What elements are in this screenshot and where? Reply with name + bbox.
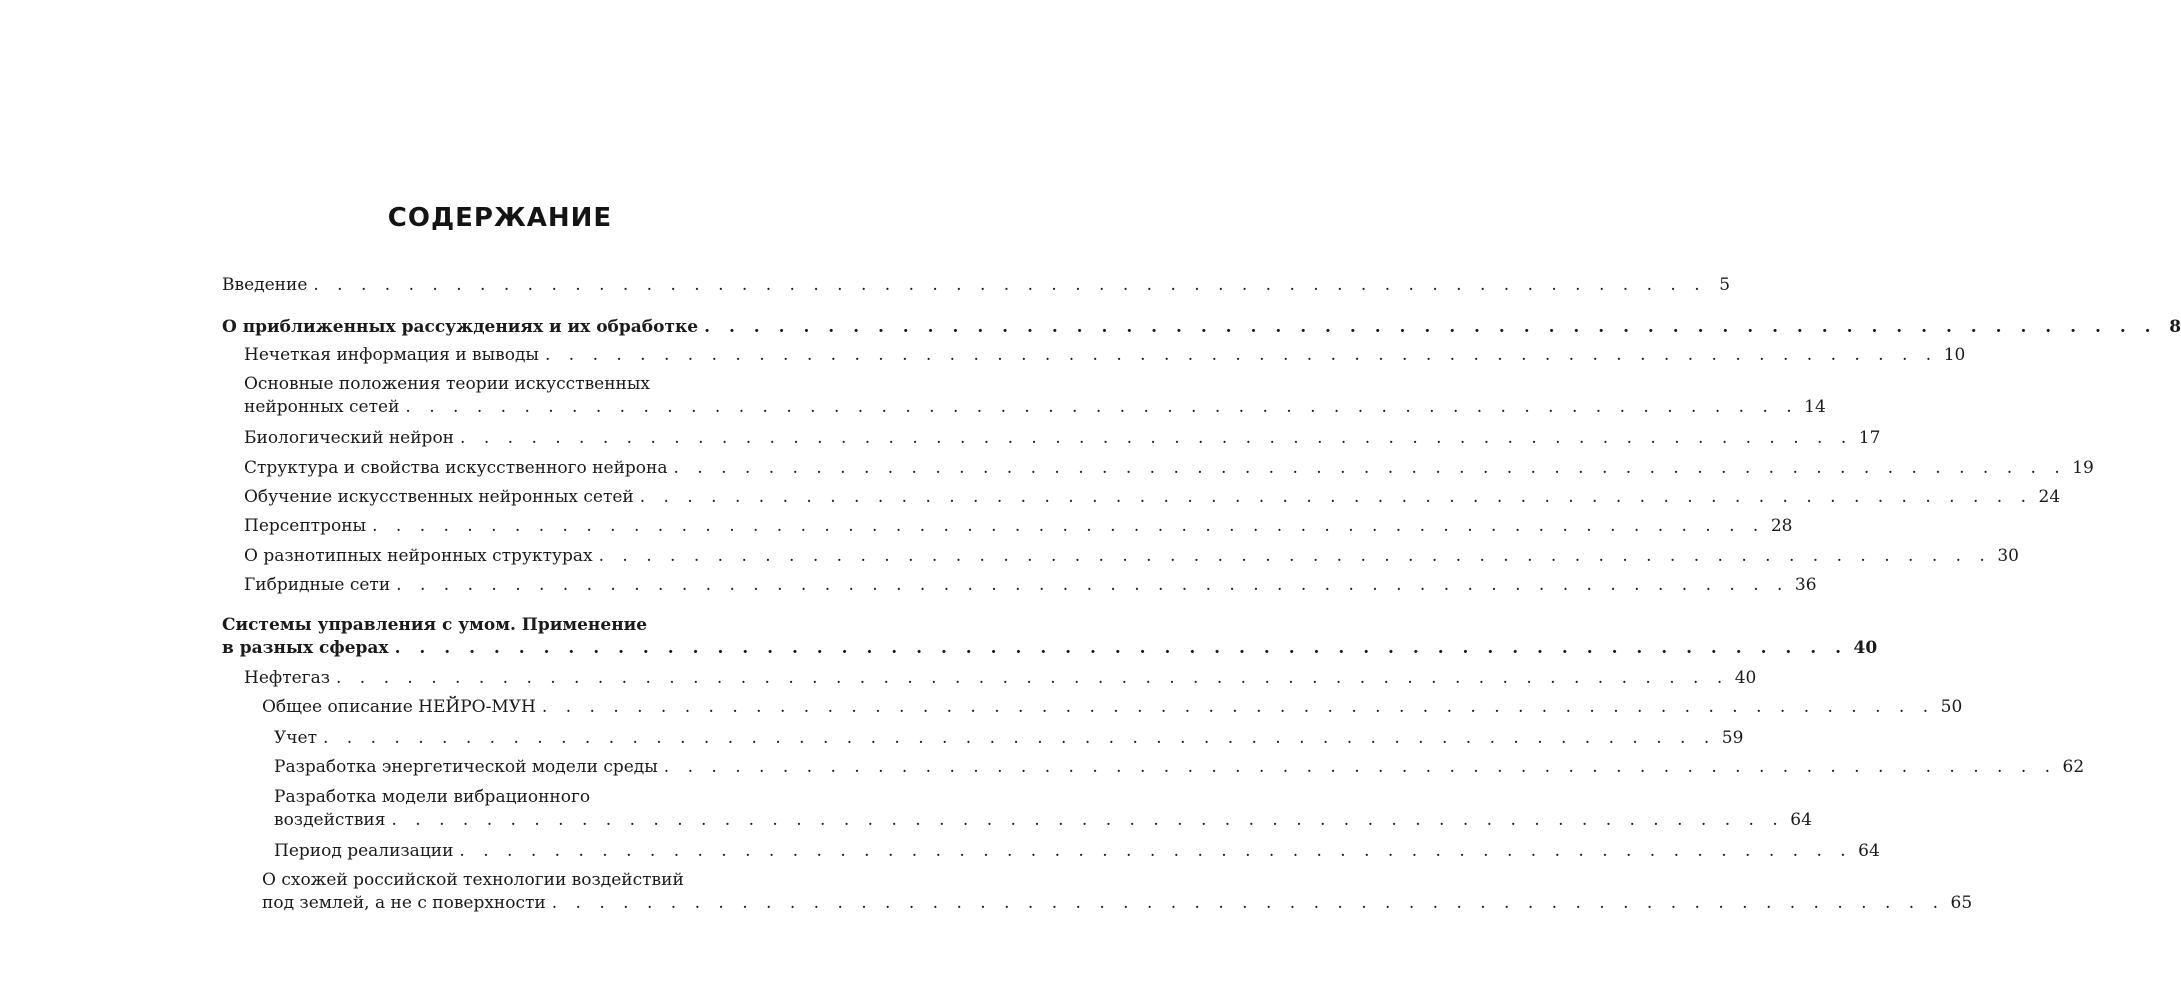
toc-entry-text: Общее описание НЕЙРО-МУН <box>262 697 536 717</box>
toc-entry-text: Обучение искусственных нейронных сетей <box>244 487 634 507</box>
toc-entry[interactable] <box>244 344 1966 366</box>
toc-entry-text: Гибридные сети <box>244 575 391 595</box>
toc-leader: . . . . . . . . . . . . . . . . . . . . . . . . . . . . . . . . . . . . . . . . . . . . . . . . . . . . . . . . . . . <box>544 345 1938 365</box>
toc-entry-text: Структура и свойства искусственного нейрона <box>244 458 668 478</box>
toc-entry-text: Нечеткая информация и выводы <box>244 345 539 365</box>
toc-leader: . . . . . . . . . . . . . . . . . . . . . . . . . . . . . . . . . . . . . . . . . . . . . . . . . . . . . . . . . . . <box>639 487 2033 507</box>
toc-entry-text: в разных сферах <box>222 638 389 658</box>
toc-entry[interactable] <box>274 840 1880 862</box>
toc-page-number: 8 <box>2169 317 2181 337</box>
toc-entry[interactable] <box>262 696 1963 718</box>
toc-page-number: 65 <box>1950 893 1973 913</box>
toc-page-number: 28 <box>1770 516 1793 536</box>
toc-entry-text-line1: О схожей российской технологии воздействий <box>262 870 684 890</box>
toc-entry-text: Период реализации <box>274 841 454 861</box>
toc-leader: . . . . . . . . . . . . . . . . . . . . . . . . . . . . . . . . . . . . . . . . . . . . . . . . . . . . . . . . . . . <box>704 317 2158 337</box>
toc-entry[interactable] <box>262 869 1973 914</box>
toc-entry[interactable] <box>244 515 1793 537</box>
toc-page-number: 14 <box>1804 397 1826 417</box>
toc-entry[interactable] <box>244 427 1881 449</box>
toc-entry[interactable] <box>274 727 1744 749</box>
toc-page-number: 10 <box>1943 345 1966 365</box>
toc-entry-text-line1: Системы управления с умом. Применение <box>222 615 648 635</box>
toc-entry-text-line1: Разработка модели вибрационного <box>274 787 591 807</box>
toc-entry[interactable] <box>244 545 2019 567</box>
toc-entry[interactable] <box>244 574 1817 596</box>
toc-entry[interactable] <box>244 373 1826 418</box>
toc-leader: . . . . . . . . . . . . . . . . . . . . . . . . . . . . . . . . . . . . . . . . . . . . . . . . . . . . . . . . . . . <box>673 458 2067 478</box>
toc-page-number: 5 <box>1719 275 1731 295</box>
toc-entry-text: Учет <box>274 728 317 748</box>
toc-entry-text: Биологический нейрон <box>244 428 455 448</box>
toc-entry[interactable] <box>274 756 2085 778</box>
toc-entry[interactable] <box>244 457 2094 479</box>
toc-leader: . . . . . . . . . . . . . . . . . . . . . . . . . . . . . . . . . . . . . . . . . . . . . . . . . . . . . . . . . . . <box>323 728 1716 748</box>
toc-leader: . . . . . . . . . . . . . . . . . . . . . . . . . . . . . . . . . . . . . . . . . . . . . . . . . . . . . . . . . . . <box>598 546 1992 566</box>
toc-page-number: 59 <box>1721 728 1744 748</box>
toc-entry[interactable] <box>274 786 1812 831</box>
toc-leader: . . . . . . . . . . . . . . . . . . . . . . . . . . . . . . . . . . . . . . . . . . . . . . . . . . . . . . . . . . . <box>394 638 1848 658</box>
toc-page-number: 64 <box>1790 810 1812 830</box>
toc-leader: . . . . . . . . . . . . . . . . . . . . . . . . . . . . . . . . . . . . . . . . . . . . . . . . . . . . . . . . . . . <box>335 668 1729 688</box>
toc-entry[interactable] <box>244 667 1757 689</box>
toc-entry-text-line1: Основные положения теории искусственных <box>244 374 650 394</box>
toc-entry-text: воздействия <box>274 810 386 830</box>
toc-leader: . . . . . . . . . . . . . . . . . . . . . . . . . . . . . . . . . . . . . . . . . . . . . . . . . . . . . . . . . . . <box>541 697 1935 717</box>
toc-page-number: 36 <box>1794 575 1817 595</box>
toc-leader: . . . . . . . . . . . . . . . . . . . . . . . . . . . . . . . . . . . . . . . . . . . . . . . . . . . . . . . . . . . <box>405 397 1799 417</box>
toc-entry-text: О приближенных рассуждениях и их обработке <box>222 317 699 337</box>
toc-entry-text: Персептроны <box>244 516 367 536</box>
toc-leader: . . . . . . . . . . . . . . . . . . . . . . . . . . . . . . . . . . . . . . . . . . . . . . . . . . . . . . . . . . . <box>551 893 1945 913</box>
toc-page-number: 62 <box>2062 757 2085 777</box>
toc-chapter-1[interactable] <box>222 316 2181 338</box>
toc-page-number: 24 <box>2038 487 2061 507</box>
toc-leader: . . . . . . . . . . . . . . . . . . . . . . . . . . . . . . . . . . . . . . . . . . . . . . . . . . . . . . . . . . . <box>313 275 1707 295</box>
toc-leader: . . . . . . . . . . . . . . . . . . . . . . . . . . . . . . . . . . . . . . . . . . . . . . . . . . . . . . . . . . . <box>663 757 2057 777</box>
toc-entry-text: Введение <box>222 275 308 295</box>
toc-page-number: 19 <box>2072 458 2094 478</box>
toc-leader: . . . . . . . . . . . . . . . . . . . . . . . . . . . . . . . . . . . . . . . . . . . . . . . . . . . . . . . . . . . <box>460 428 1853 448</box>
toc-leader: . . . . . . . . . . . . . . . . . . . . . . . . . . . . . . . . . . . . . . . . . . . . . . . . . . . . . . . . . . . <box>459 841 1853 861</box>
toc-page-number: 64 <box>1858 841 1880 861</box>
toc-page-number: 50 <box>1940 697 1963 717</box>
toc-entry-text: Разработка энергетической модели среды <box>274 757 658 777</box>
toc-entry-text: под землей, а не с поверхности <box>262 893 546 913</box>
toc-leader: . . . . . . . . . . . . . . . . . . . . . . . . . . . . . . . . . . . . . . . . . . . . . . . . . . . . . . . . . . . <box>391 810 1785 830</box>
toc-chapter-2[interactable] <box>222 614 1878 659</box>
toc-leader: . . . . . . . . . . . . . . . . . . . . . . . . . . . . . . . . . . . . . . . . . . . . . . . . . . . . . . . . . . . <box>372 516 1765 536</box>
toc-entry[interactable] <box>244 486 2061 508</box>
toc-leader: . . . . . . . . . . . . . . . . . . . . . . . . . . . . . . . . . . . . . . . . . . . . . . . . . . . . . . . . . . . <box>396 575 1789 595</box>
toc-title: СОДЕРЖАНИЕ <box>387 203 613 233</box>
toc-page-number: 17 <box>1858 428 1881 448</box>
toc-page-number: 40 <box>1734 668 1757 688</box>
toc-entry-text: Нефтегаз <box>244 668 330 688</box>
toc-page-number: 30 <box>1997 546 2019 566</box>
toc-entry-intro[interactable] <box>222 274 1731 296</box>
toc-entry-text: нейронных сетей <box>244 397 400 417</box>
toc-page-number: 40 <box>1853 638 1878 658</box>
toc-entry-text: О разнотипных нейронных структурах <box>244 546 593 566</box>
